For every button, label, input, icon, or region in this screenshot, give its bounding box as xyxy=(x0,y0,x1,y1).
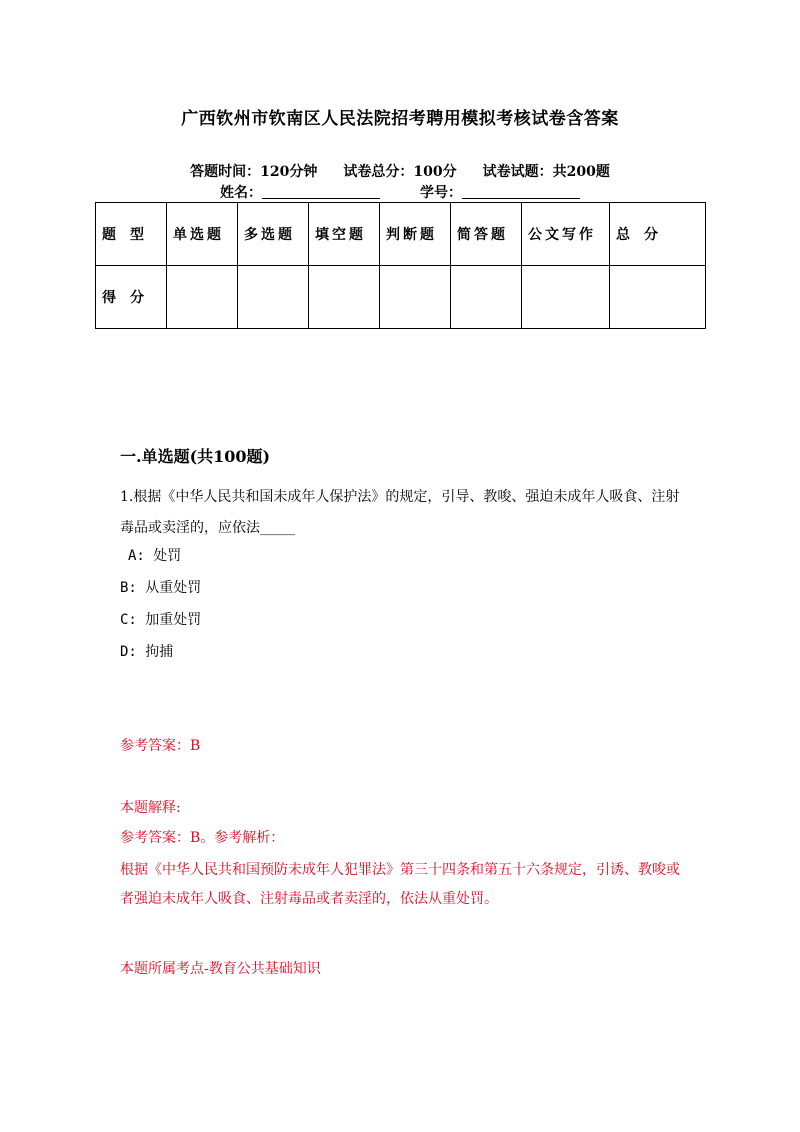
exam-total-questions: 试卷试题：共200题 xyxy=(482,164,610,180)
header-cell-type: 题 型 xyxy=(96,203,167,266)
option-text: 处罚 xyxy=(153,548,182,564)
option-letter: B: xyxy=(120,580,137,596)
option-letter: C: xyxy=(120,612,137,628)
row-label-score: 得 分 xyxy=(96,266,167,329)
document-title: 广西钦州市钦南区人民法院招考聘用模拟考核试卷含答案 xyxy=(181,109,619,129)
question-text: 1.根据《中华人民共和国未成年人保护法》的规定，引导、教唆、强迫未成年人吸食、注射毒品或卖淫的，应依法_____ xyxy=(120,489,680,536)
score-table xyxy=(95,202,706,329)
name-blank xyxy=(262,184,380,199)
header-cell-total: 总 分 xyxy=(610,203,706,266)
question-topic: 本题所属考点-教育公共基础知识 xyxy=(120,961,321,977)
score-cell xyxy=(610,266,706,329)
option-letter: D: xyxy=(120,644,137,660)
exam-time: 答题时间：120分钟 xyxy=(190,164,318,180)
score-cell xyxy=(309,266,380,329)
explanation-reference: 参考答案：B。参考解析： xyxy=(120,830,285,846)
option-text: 从重处罚 xyxy=(145,580,202,596)
option-b xyxy=(120,577,201,597)
explanation-body: 根据《中华人民共和国预防未成年人犯罪法》第三十四条和第五十六条规定，引诱、教唆或者强迫未成年人吸食、注射毒品或者卖淫的，依法从重处罚。 xyxy=(120,862,680,907)
id-blank xyxy=(462,184,580,199)
header-cell-fill-blank: 填空题 xyxy=(309,203,380,266)
option-c xyxy=(120,609,201,629)
score-cell xyxy=(522,266,610,329)
score-cell xyxy=(380,266,451,329)
header-cell-multiple-choice: 多选题 xyxy=(238,203,309,266)
section-heading: 一.单选题(共100题) xyxy=(120,447,271,466)
student-info-line xyxy=(0,182,800,202)
exam-info-line xyxy=(0,161,800,181)
option-letter: A: xyxy=(128,548,145,564)
header-cell-single-choice: 单选题 xyxy=(167,203,238,266)
name-label: 姓名： xyxy=(220,185,262,201)
option-text: 拘捕 xyxy=(145,644,174,660)
score-cell xyxy=(238,266,309,329)
reference-answer: 参考答案：B xyxy=(120,738,201,754)
option-a xyxy=(128,545,181,565)
score-table-header-row xyxy=(96,203,706,266)
score-table-score-row xyxy=(96,266,706,329)
id-label: 学号： xyxy=(420,185,462,201)
header-cell-short-answer: 简答题 xyxy=(451,203,522,266)
header-cell-writing: 公文写作 xyxy=(522,203,610,266)
option-text: 加重处罚 xyxy=(145,612,202,628)
score-cell xyxy=(451,266,522,329)
score-cell xyxy=(167,266,238,329)
option-d xyxy=(120,641,173,661)
header-cell-true-false: 判断题 xyxy=(380,203,451,266)
explanation-heading: 本题解释: xyxy=(120,800,181,816)
exam-total-score: 试卷总分：100分 xyxy=(343,164,457,180)
